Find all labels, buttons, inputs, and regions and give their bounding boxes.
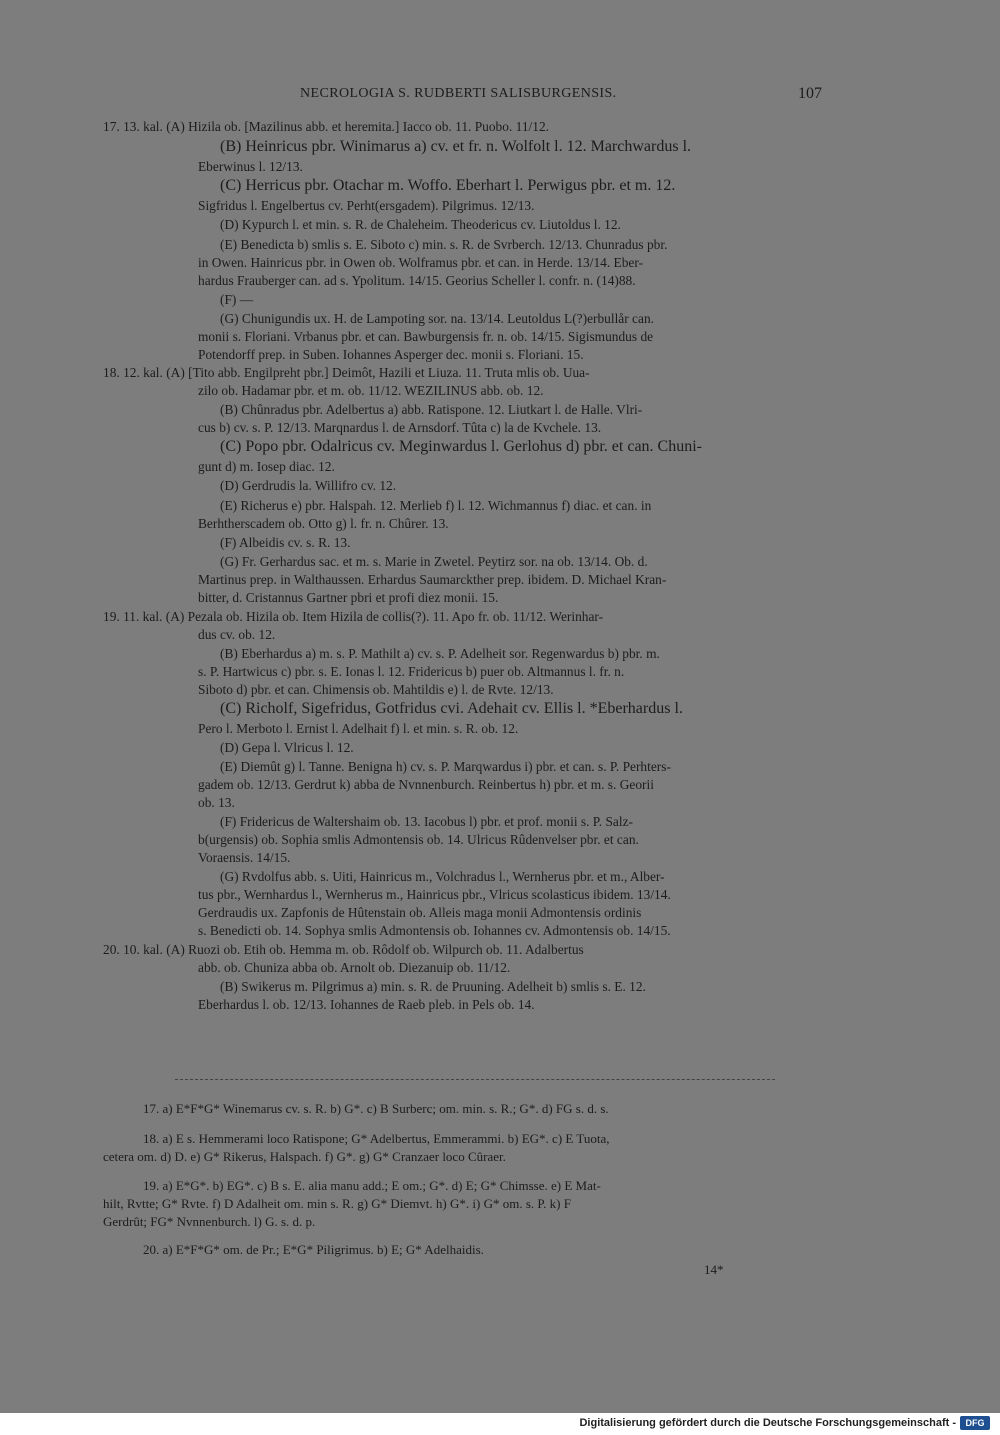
entry-line: (E) Diemût g) l. Tanne. Benigna h) cv. s. P. Marqwardus i) pbr. et can. s. P. Perhters- bbox=[220, 759, 671, 774]
entry-line: Sigfridus l. Engelbertus cv. Perht(ersgadem). Pilgrimus. 12/13. bbox=[198, 198, 535, 213]
entry-line: gadem ob. 12/13. Gerdrut k) abba de Nvnnenburch. Reinbertus h) pbr. et m. s. Georii bbox=[198, 777, 654, 792]
entry-line: Pero l. Merboto l. Ernist l. Adelhait f) l. et min. s. R. ob. 12. bbox=[198, 721, 519, 736]
dfg-logo: DFG bbox=[960, 1416, 990, 1430]
entry-line: gunt d) m. Iosep diac. 12. bbox=[198, 459, 335, 474]
footnote-line: hilt, Rvtte; G* Rvte. f) D Adalheit om. min s. R. g) G* Diemvt. h) G*. i) G* om. s. P. k) F bbox=[103, 1196, 571, 1211]
entry-line: (F) Fridericus de Waltershaim ob. 13. Iacobus l) pbr. et prof. monii s. P. Salz- bbox=[220, 814, 633, 829]
footnote-line: 19. a) E*G*. b) EG*. c) B s. E. alia manu add.; E om.; G*. d) E; G* Chimsse. e) E Mat- bbox=[143, 1178, 601, 1193]
entry-line: (C) Richolf, Sigefridus, Gotfridus cvi. Adehait cv. Ellis l. *Eberhardus l. bbox=[220, 700, 683, 717]
entry-line: (G) Fr. Gerhardus sac. et m. s. Marie in Zwetel. Peytirz sor. na ob. 13/14. Ob. d. bbox=[220, 554, 648, 569]
entry-line: (C) Herricus pbr. Otachar m. Woffo. Eberhart l. Perwigus pbr. et m. 12. bbox=[220, 177, 676, 194]
footer-credit: Digitalisierung gefördert durch die Deutsche Forschungsgemeinschaft - bbox=[579, 1417, 956, 1429]
entry-line: (F) Albeidis cv. s. R. 13. bbox=[220, 535, 351, 550]
page-number: 107 bbox=[798, 85, 822, 102]
entry-line: abb. ob. Chuniza abba ob. Arnolt ob. Diezanuip ob. 11/12. bbox=[198, 960, 511, 975]
entry-line: (B) Heinricus pbr. Winimarus a) cv. et fr. n. Wolfolt l. 12. Marchwardus l. bbox=[220, 138, 692, 155]
entry-line: Eberhardus l. ob. 12/13. Iohannes de Raeb pleb. in Pels ob. 14. bbox=[198, 997, 535, 1012]
entry-line: (F) — bbox=[220, 292, 254, 307]
entry-line: zilo ob. Hadamar pbr. et m. ob. 11/12. WEZILINUS abb. ob. 12. bbox=[198, 383, 544, 398]
entry-line: 19. 11. kal. (A) Pezala ob. Hizila ob. Item Hizila de collis(?). 11. Apo fr. ob. 11/12. Werinhar- bbox=[103, 609, 604, 624]
entry-line: Berhtherscadem ob. Otto g) l. fr. n. Chûrer. 13. bbox=[198, 516, 449, 531]
footnote-line: 17. a) E*F*G* Winemarus cv. s. R. b) G*. c) B Surberc; om. min. s. R.; G*. d) FG s. d. s. bbox=[143, 1101, 609, 1116]
footnote-line: cetera om. d) D. e) G* Rikerus, Halspach. f) G*. g) G* Cranzaer loco Cûraer. bbox=[103, 1149, 506, 1164]
entry-line: (E) Richerus e) pbr. Halspah. 12. Merlieb f) l. 12. Wichmannus f) diac. et can. in bbox=[220, 498, 652, 513]
entry-line: (B) Eberhardus a) m. s. P. Mathilt a) cv. s. P. Adelheit sor. Regenwardus b) pbr. m. bbox=[220, 646, 660, 661]
entry-line: (D) Kypurch l. et min. s. R. de Chaleheim. Theodericus cv. Liutoldus l. 12. bbox=[220, 217, 621, 232]
entry-line: Martinus prep. in Walthaussen. Erhardus Saumarckther prep. ibidem. D. Michael Kran- bbox=[198, 572, 667, 587]
entry-line: (D) Gerdrudis la. Willifro cv. 12. bbox=[220, 478, 397, 493]
entry-line: b(urgensis) ob. Sophia smlis Admontensis ob. 14. Ulricus Rûdenvelser pbr. et can. bbox=[198, 832, 639, 847]
entry-line: dus cv. ob. 12. bbox=[198, 627, 276, 642]
entry-line: (B) Swikerus m. Pilgrimus a) min. s. R. de Pruuning. Adelheit b) smlis s. E. 12. bbox=[220, 979, 646, 994]
footnote-line: 20. a) E*F*G* om. de Pr.; E*G* Piligrimus. b) E; G* Adelhaidis. bbox=[143, 1242, 484, 1257]
running-title: NECROLOGIA S. RUDBERTI SALISBURGENSIS. bbox=[300, 86, 617, 101]
entry-line: in Owen. Hainricus pbr. in Owen ob. Wolframus pbr. et can. in Herde. 13/14. Eber- bbox=[198, 255, 644, 270]
entry-line: Potendorff prep. in Suben. Iohannes Asperger dec. monii s. Floriani. 15. bbox=[198, 347, 584, 362]
entry-line: Siboto d) pbr. et can. Chimensis ob. Mahtildis e) l. de Rvte. 12/13. bbox=[198, 682, 554, 697]
entry-line: ob. 13. bbox=[198, 795, 235, 810]
entry-line: (G) Chunigundis ux. H. de Lampoting sor. na. 13/14. Leutoldus L(?)erbullår can. bbox=[220, 311, 654, 326]
entry-line: cus b) cv. s. P. 12/13. Marqnardus l. de Arnsdorf. Tûta c) la de Kvchele. 13. bbox=[198, 420, 602, 435]
entry-line: bitter, d. Cristannus Gartner pbri et profi diez monii. 15. bbox=[198, 590, 499, 605]
entry-line: s. Benedicti ob. 14. Sophya smlis Admontensis ob. Iohannes cv. Admontensis ob. 14/15. bbox=[198, 923, 671, 938]
entry-line: monii s. Floriani. Vrbanus pbr. et can. Bawburgensis fr. n. ob. 14/15. Sigismundus de bbox=[198, 329, 654, 344]
signature-mark: 14* bbox=[704, 1262, 724, 1277]
entry-line: (B) Chûnradus pbr. Adelbertus a) abb. Ratispone. 12. Liutkart l. de Halle. Vlri- bbox=[220, 402, 643, 417]
entry-line: Eberwinus l. 12/13. bbox=[198, 159, 303, 174]
entry-line: (D) Gepa l. Vlricus l. 12. bbox=[220, 740, 354, 755]
entry-line: Gerdraudis ux. Zapfonis de Hûtenstain ob. Alleis maga monii Admontensis ordinis bbox=[198, 905, 642, 920]
entry-line: (E) Benedicta b) smlis s. E. Siboto c) min. s. R. de Svrberch. 12/13. Chunradus pbr. bbox=[220, 237, 668, 252]
entry-line: 17. 13. kal. (A) Hizila ob. [Mazilinus abb. et heremita.] Iacco ob. 11. Puobo. 11/12. bbox=[103, 119, 549, 134]
entry-line: s. P. Hartwicus c) pbr. s. E. Ionas l. 12. Fridericus b) puer ob. Altmannus l. fr. n. bbox=[198, 664, 625, 679]
entry-line: 18. 12. kal. (A) [Tito abb. Engilpreht pbr.] Deimôt, Hazili et Liuza. 11. Truta mlis ob. Uua- bbox=[103, 365, 590, 380]
entry-line: hardus Frauberger can. ad s. Ypolitum. 14/15. Georius Scheller l. confr. n. (14)88. bbox=[198, 273, 636, 288]
entry-line: 20. 10. kal. (A) Ruozi ob. Etih ob. Hemma m. ob. Rôdolf ob. Wilpurch ob. 11. Adalbertus bbox=[103, 942, 584, 957]
entry-line: (C) Popo pbr. Odalricus cv. Meginwardus l. Gerlohus d) pbr. et can. Chuni- bbox=[220, 438, 702, 455]
footer-bar bbox=[0, 1413, 1000, 1435]
footnote-separator bbox=[175, 1079, 775, 1080]
entry-line: tus pbr., Wernhardus l., Wernherus m., Hainricus pbr., Vlricus scolasticus ibidem. 13/14. bbox=[198, 887, 671, 902]
entry-line: (G) Rvdolfus abb. s. Uiti, Hainricus m., Volchradus l., Wernherus pbr. et m., Alber- bbox=[220, 869, 665, 884]
footnote-line: Gerdrût; FG* Nvnnenburch. l) G. s. d. p. bbox=[103, 1214, 316, 1229]
footnote-line: 18. a) E s. Hemmerami loco Ratispone; G* Adelbertus, Emmerammi. b) EG*. c) E Tuota, bbox=[143, 1131, 610, 1146]
entry-line: Voraensis. 14/15. bbox=[198, 850, 291, 865]
